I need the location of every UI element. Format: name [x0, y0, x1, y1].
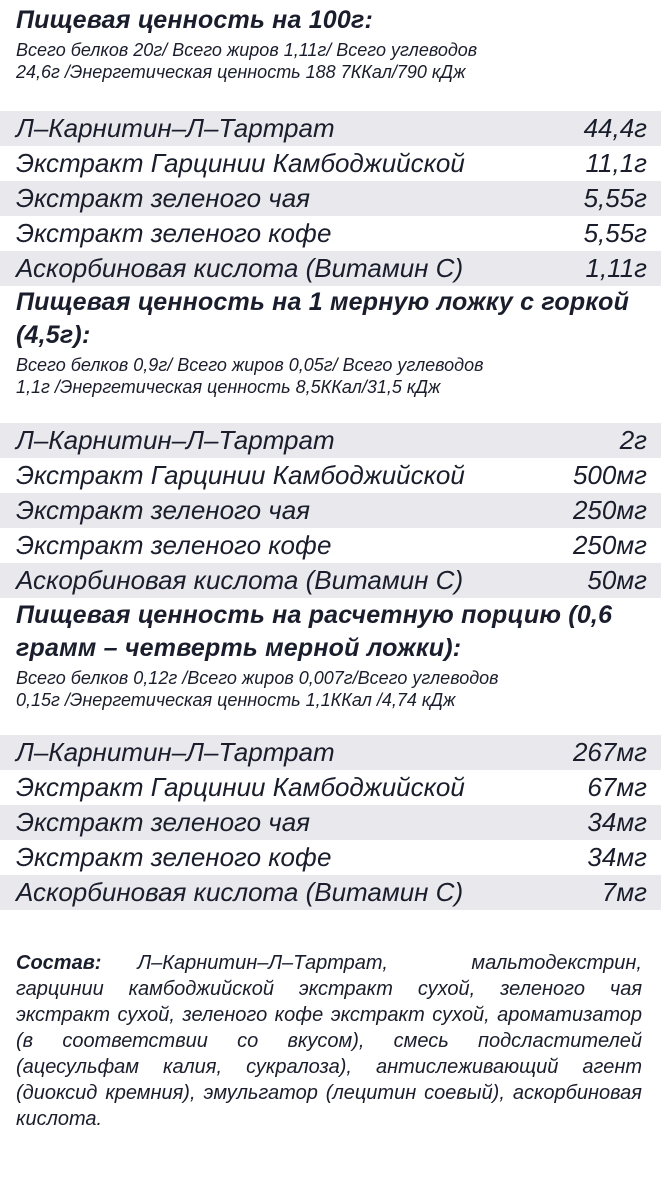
- section-heading: Пищевая ценность на расчетную порцию (0,6 грамм – четверть мерной ложки):: [16, 601, 613, 662]
- ingredient-name: Экстракт Гарцинии Камбоджийской: [16, 460, 465, 490]
- table-row: [0, 805, 661, 840]
- ingredient-name: Экстракт Гарцинии Камбоджийской: [16, 148, 465, 178]
- summary-line: Всего белков 0,9г/ Всего жиров 0,05г/ Всего углеводов: [16, 355, 484, 375]
- ingredient-value: 5,55г: [583, 183, 647, 213]
- ingredient-value: 500мг: [572, 460, 647, 490]
- ingredients-table: [0, 423, 661, 598]
- ingredients-table: [0, 111, 661, 286]
- table-row: [0, 528, 661, 563]
- table-row: [0, 458, 661, 493]
- table-row: [0, 181, 661, 216]
- ingredient-value: 1,11г: [585, 253, 647, 283]
- table-row: [0, 216, 661, 251]
- summary-line: 1,1г /Энергетическая ценность 8,5ККал/31,5 кДж: [16, 377, 441, 397]
- section-heading: Пищевая ценность на 100г:: [16, 6, 374, 34]
- ingredient-value: 2г: [619, 425, 647, 455]
- ingredient-name: Л–Карнитин–Л–Тартрат: [16, 425, 335, 455]
- table-row: [0, 251, 661, 286]
- ingredients-table: [0, 735, 661, 910]
- ingredient-name: Экстракт зеленого чая: [16, 183, 311, 213]
- section-summary: [16, 354, 651, 398]
- ingredient-value: 34мг: [587, 842, 647, 872]
- ingredient-value: 34мг: [587, 807, 647, 837]
- table-row: [0, 770, 661, 805]
- ingredient-value: 267мг: [572, 737, 647, 767]
- table-row: [0, 111, 661, 146]
- composition-text: Л–Карнитин–Л–Тартрат, мальтодекстрин, гарцинии камбоджийской экстракт сухой, зеленого чая экстракт сухой, зеленого кофе экстракт сухой, ароматизатор (в соответствии со вкусом), смесь подсластителей (ацесульфам калия, сукралоза), антислеживающий агент (диоксид кремния), эмульгатор (лецитин соевый), аскорбиновая кислота.: [16, 952, 642, 1130]
- composition-label: Состав:: [16, 952, 102, 974]
- section-heading: Пищевая ценность на 1 мерную ложку с горкой (4,5г):: [16, 288, 630, 349]
- ingredient-name: Аскорбиновая кислота (Витамин С): [16, 253, 464, 283]
- ingredient-value: 5,55г: [583, 218, 647, 248]
- ingredient-name: Аскорбиновая кислота (Витамин С): [16, 565, 464, 595]
- summary-line: 24,6г /Энергетическая ценность 188 7ККал/790 кДж: [16, 62, 466, 82]
- ingredient-name: Экстракт зеленого чая: [16, 807, 311, 837]
- summary-line: 0,15г /Энергетическая ценность 1,1ККал /4,74 кДж: [16, 690, 456, 710]
- summary-line: Всего белков 0,12г /Всего жиров 0,007г/Всего углеводов: [16, 668, 499, 688]
- ingredient-name: Экстракт зеленого кофе: [16, 218, 332, 248]
- ingredient-value: 7мг: [601, 877, 647, 907]
- ingredient-name: Л–Карнитин–Л–Тартрат: [16, 737, 335, 767]
- ingredient-value: 50мг: [587, 565, 647, 595]
- table-row: [0, 840, 661, 875]
- table-row: [0, 875, 661, 910]
- ingredient-name: Аскорбиновая кислота (Витамин С): [16, 877, 464, 907]
- ingredient-value: 250мг: [572, 495, 647, 525]
- table-row: [0, 735, 661, 770]
- ingredient-value: 44,4г: [583, 113, 647, 143]
- table-row: [0, 423, 661, 458]
- section-summary: [16, 667, 651, 711]
- section-per-100g: [0, 4, 661, 83]
- section-per-scoop: [0, 286, 661, 398]
- ingredient-name: Л–Карнитин–Л–Тартрат: [16, 113, 335, 143]
- section-summary: [16, 39, 651, 83]
- ingredient-name: Экстракт зеленого кофе: [16, 530, 332, 560]
- table-row: [0, 493, 661, 528]
- ingredient-value: 250мг: [572, 530, 647, 560]
- ingredient-name: Экстракт зеленого чая: [16, 495, 311, 525]
- section-per-serving: [0, 599, 661, 711]
- summary-line: Всего белков 20г/ Всего жиров 1,11г/ Всего углеводов: [16, 40, 478, 60]
- ingredient-value: 11,1г: [585, 148, 647, 178]
- table-row: [0, 146, 661, 181]
- ingredient-name: Экстракт зеленого кофе: [16, 842, 332, 872]
- ingredient-name: Экстракт Гарцинии Камбоджийской: [16, 772, 465, 802]
- composition-paragraph: [16, 950, 642, 1132]
- table-row: [0, 563, 661, 598]
- ingredient-value: 67мг: [587, 772, 647, 802]
